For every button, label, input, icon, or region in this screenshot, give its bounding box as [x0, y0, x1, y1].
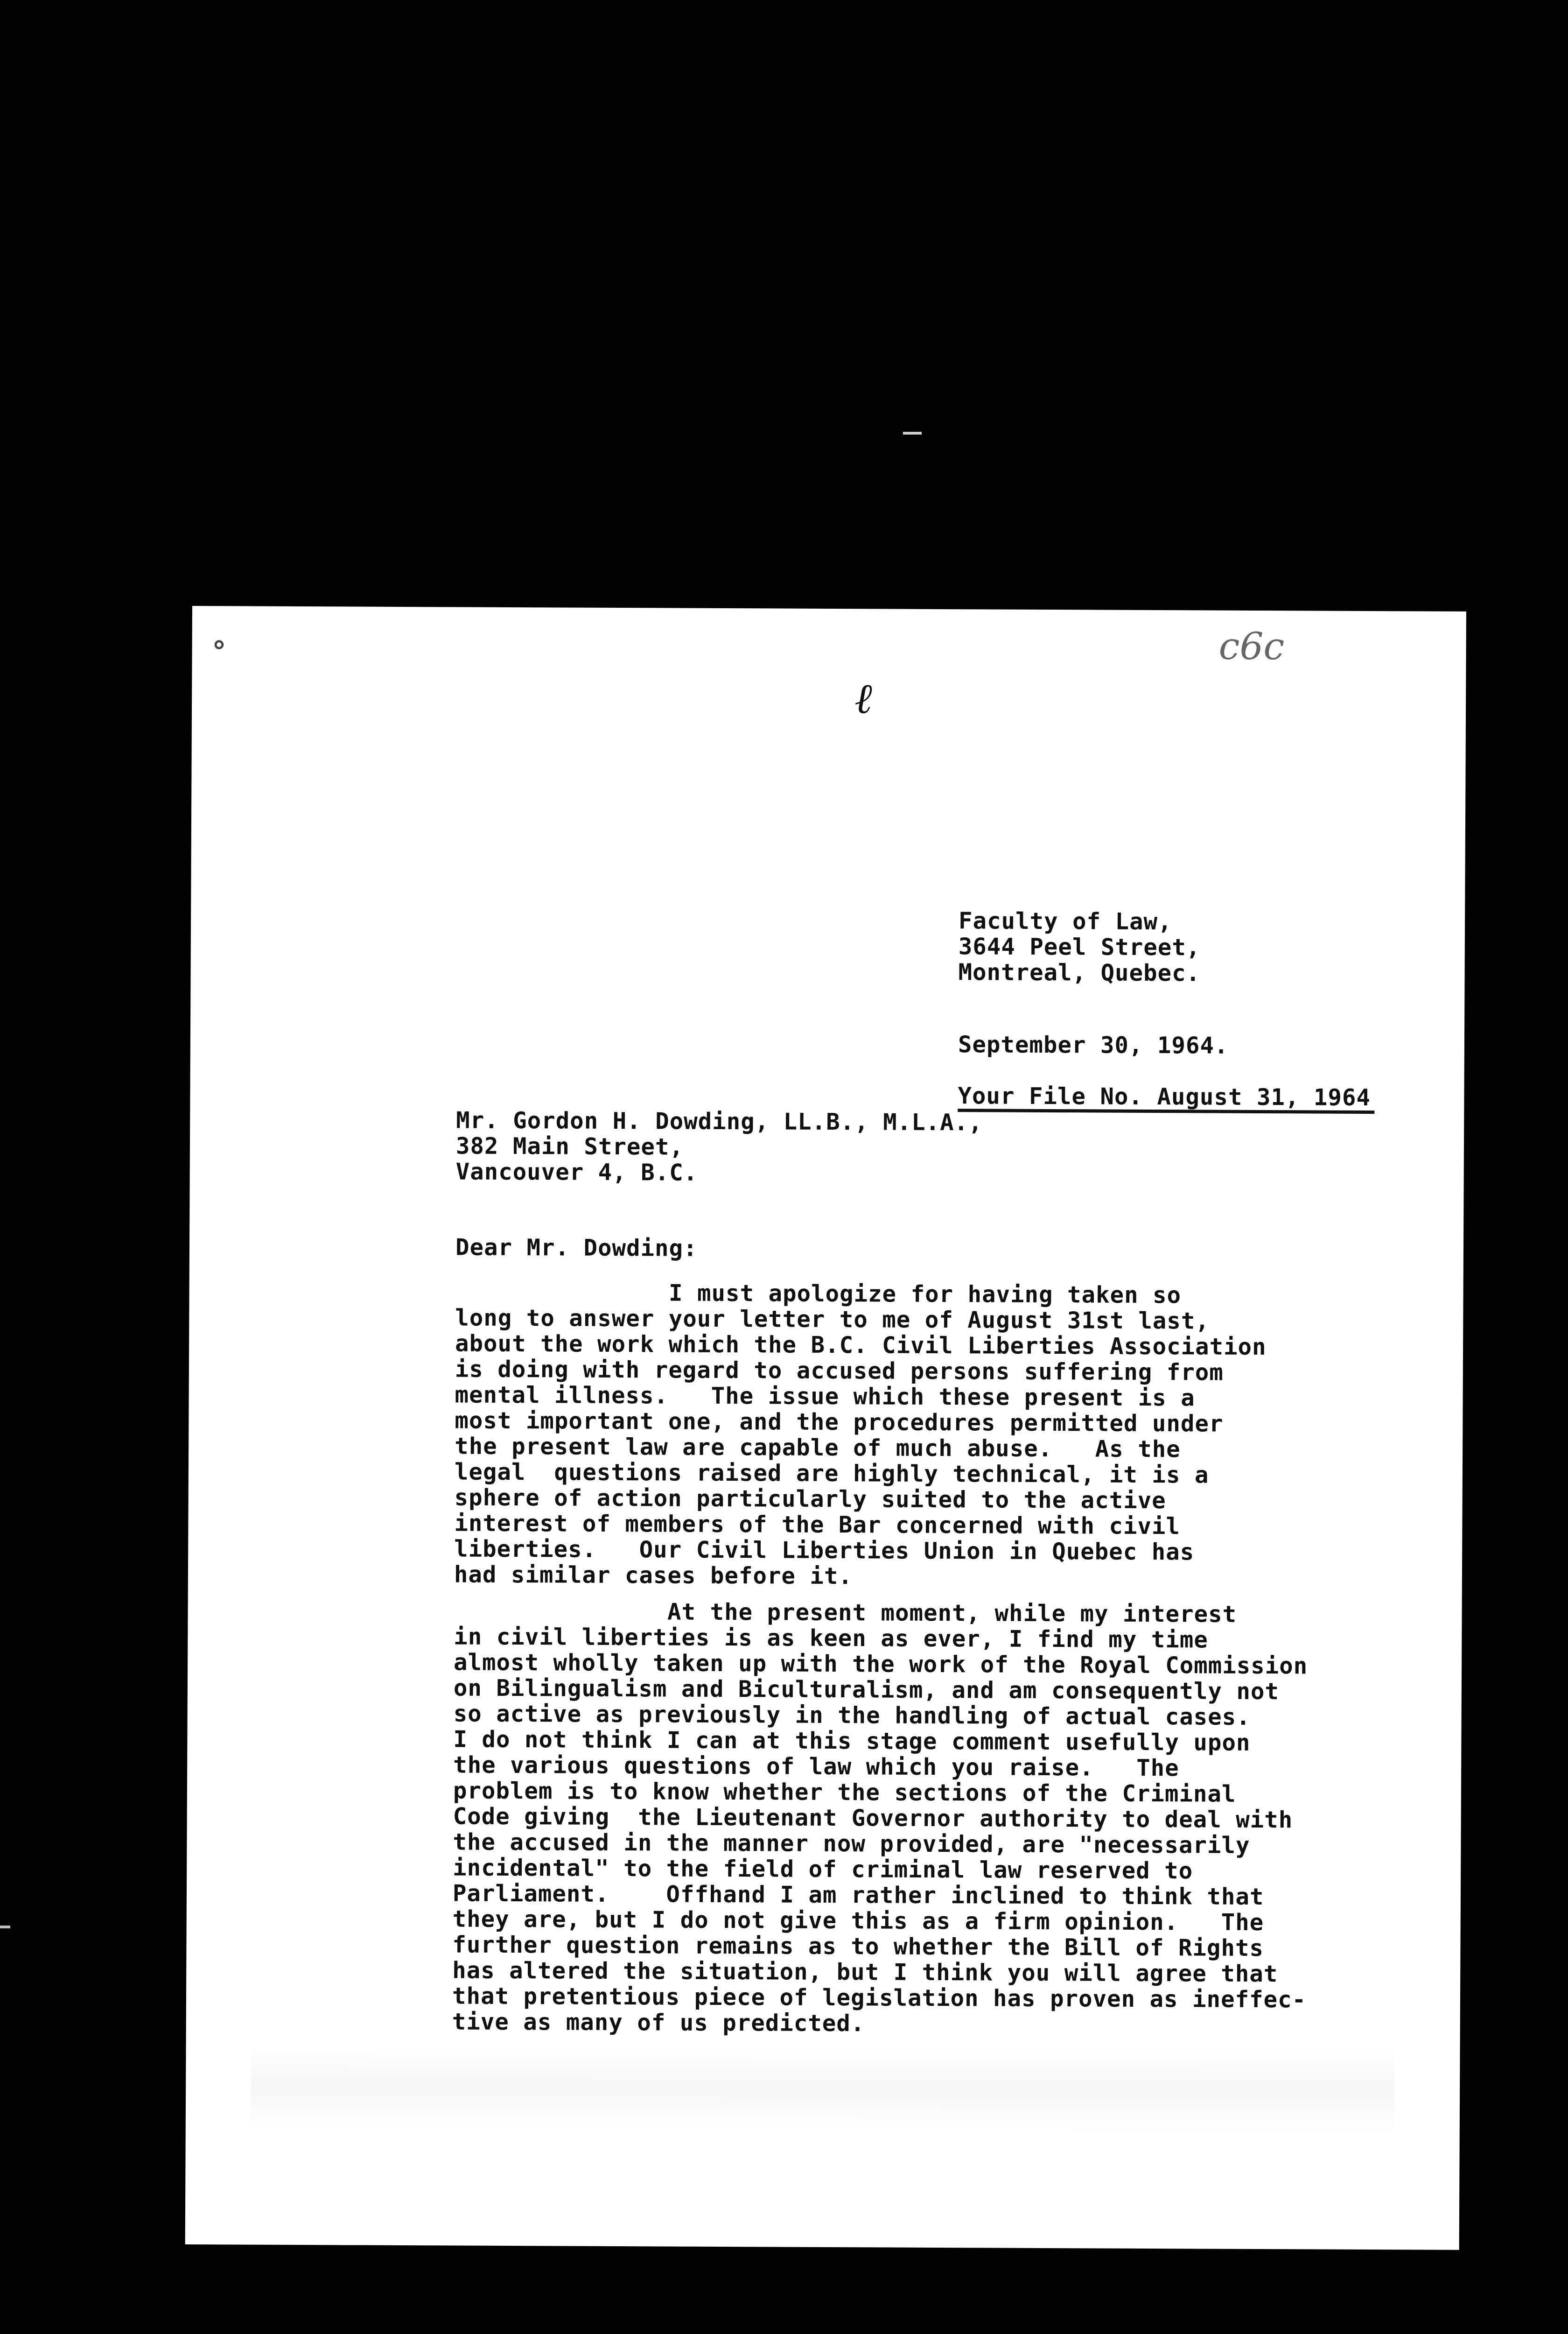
film-scratch: [903, 432, 922, 435]
page-smudge: [251, 2044, 1395, 2133]
handwritten-mark-top-left: ∘: [204, 623, 233, 665]
file-reference: Your File No. August 31, 1964: [958, 1083, 1374, 1114]
handwritten-mark-top-center: ℓ: [854, 674, 872, 724]
body-paragraph-1: I must apologize for having taken so long to answer your letter to me of August 31st last, about the work which the B.C. Civil Liberties Association is doing with regard to accused persons suffering from mental illness. The issue which these present is a most important one, and the procedures permitted under the present law are capable of much abuse. As the legal questions raised are highly technical, it is a sphere of action particularly suited to the active interest of members of the Bar concerned with civil liberties. Our Civil Liberties Union in Quebec has had similar cases before it.: [454, 1279, 1267, 1590]
return-address: Faculty of Law, 3644 Peel Street, Montreal, Quebec.: [958, 907, 1201, 987]
recipient-address: Mr. Gordon H. Dowding, LL.B., M.L.A., 382 Main Street, Vancouver 4, B.C.: [455, 1107, 983, 1186]
letter-page: [185, 606, 1466, 2250]
salutation: Dear Mr. Dowding:: [455, 1234, 698, 1262]
letter-date: September 30, 1964.: [958, 1031, 1229, 1059]
handwritten-mark-top-right: c6c: [1218, 624, 1285, 668]
film-edge-mark: [0, 1926, 10, 1928]
body-paragraph-2: At the present moment, while my interest in civil liberties is as keen as ever, I find my time almost wholly taken up with the work of the Royal Commission on Bilingualism and Biculturalism, and am consequently not so active as previously in the handling of actual cases. I do not think I can at this stage comment usefully upon the various questions of law which you raise. The problem is to know whether the sections of the Criminal Code giving the Lieutenant Governor authority to deal with the accused in the manner now provided, are "necessarily incidental" to the field of criminal law reserved to Parliament. Offhand I am rather inclined to think that they are, but I do not give this as a firm opinion. The further question remains as to whether the Bill of Rights has altered the situation, but I think you will agree that that pretentious piece of legislation has proven as ineffec- tive as many of us predicted.: [452, 1597, 1308, 2037]
